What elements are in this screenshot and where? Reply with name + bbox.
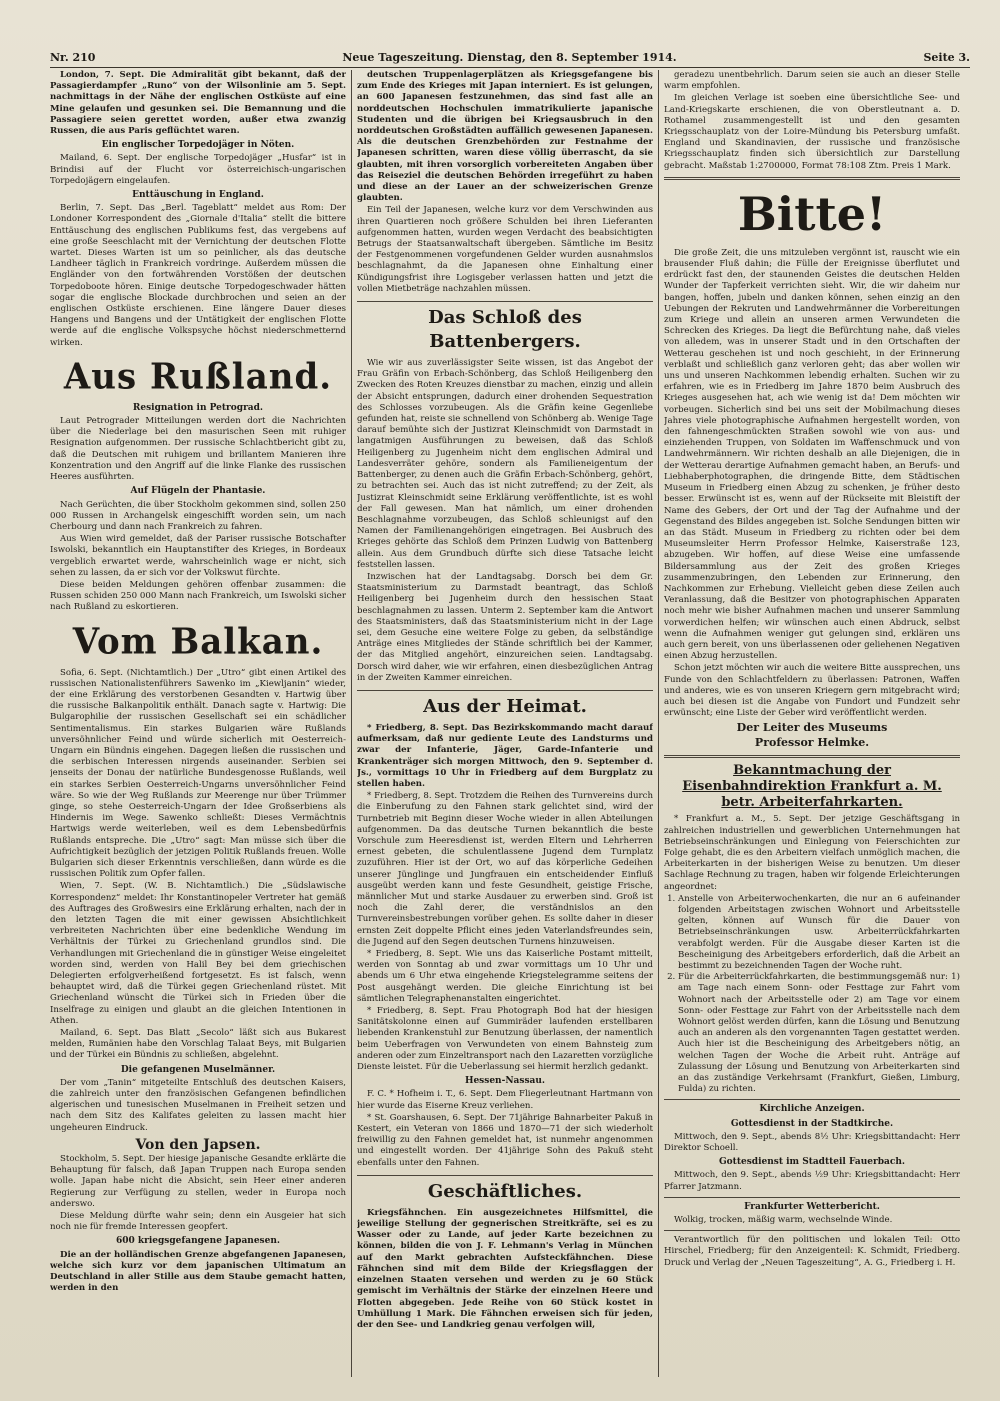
article-text: London, 7. Sept. Die Admiralität gibt bekannt, daß der Passagierdampfer „Runo“ von der Wilsonlinie am 5. Sept. nachmittags in der Nähe der englischen Ostküste auf eine Mine gelaufen und gesunken sei. Die Bemannung und die Passagiere seien gerettet worden, außer etwa zwanzig Russen, die aus Paris geflüchtet waren.: [50, 70, 346, 137]
article-text: * Friedberg, 8. Sept. Das Bezirkskommando macht darauf aufmerksam, daß nur gediente Leute des Landsturms und zwar der Infanterie, Jäger, Garde-Infanterie und Krankenträger sich morgen Mittwoch, den 9. September d. Js., vormittags 10 Uhr in Friedberg auf dem Burgplatz zu stellen haben.: [357, 722, 653, 789]
masthead-date: Neue Tageszeitung. Dienstag, den 8. September 1914.: [342, 51, 677, 64]
article-text: Die an der holländischen Grenze abgefangenen Japanesen, welche sich kurz vor dem japanischen Ultimatum an Deutschland in aller Stille aus dem Staube gemacht hatten, werden in den: [50, 1249, 346, 1294]
list: [664, 894, 960, 1096]
divider: [664, 1099, 960, 1100]
column-3: [664, 70, 960, 1377]
article-text: Wolkig, trocken, mäßig warm, wechselnde Winde.: [674, 1215, 893, 1226]
column-2: [357, 70, 653, 1377]
headline: Das Schloß des Battenbergers.: [357, 301, 653, 354]
running-head: [50, 44, 970, 68]
article-text: Ein Teil der Japanesen, welche kurz vor dem Verschwinden aus ihren Quartieren noch größere Schulden bei ihren Lieferanten aufgenommen hatten, wurden wegen Verdacht des beabsichtigten Betrugs der Staatsanwaltschaft übergeben. Sämtliche im Besitz der Festgenommenen vorgefundenen Gelder wurden ausnahmslos beschlagnahmt, da die Japanesen ohne Einhaltung einer Kündigungsfrist ihre Logisgeber verlassen hatten und jetzt die vollen Mietbeträge nachzahlen müssen.: [357, 205, 653, 294]
article-text: deutschen Truppenlagerplätzen als Kriegsgefangene bis zum Ende des Krieges mit Japan interniert. Es ist gelungen, an 600 Japanesen festzunehmen, das sind fast alle an norddeutschen Hochschulen immatrikulierte japanische Studenten und die übrigen bei Kriegsausbruch in den norddeutschen Großstädten auffällich gewesenen Japanesen. Als die deutschen Grenzbehörden zur Festnahme der Japanesen schritten, waren diese völlig überrascht, da sie glaubten, mit ihren vorsorglich vorbereiteten Angaben über das Reiseziel die deutschen Behörden irregeführt zu haben und diese an der Lauer an der schweizerischen Grenze glaubten.: [357, 70, 653, 204]
article-text: Stockholm, 5. Sept. Der hiesige japanische Gesandte erklärte die Behauptung für falsch, daß Japan Truppen nach Europa senden wolle. Japan habe nicht die Absicht, sein Heer einer anderen Regierung zur Verfügung zu stellen, weder in Europa noch anderswo.: [50, 1154, 346, 1209]
column-rule: [658, 70, 659, 1377]
article-text: Wie wir aus zuverlässigster Seite wissen, ist das Angebot der Frau Gräfin von Erbach-Schönberg, das Schloß Heiligenberg den Zwecken des Roten Kreuzes dienstbar zu machen, einzig und allein der Absicht entsprungen, dadurch einer drohenden Sequestration des Schlosses vorzubeugen. Als die Gräfin keine Gegenliebe gefunden hat, reiste sie schnellend von Schönberg ab. Wenige Tage darauf bemühte sich der Justizrat Kleinschmidt von Darmstadt in langatmigen Ausführungen zu beweisen, daß das Schloß Heiligenberg zu Jugenheim nicht dem englischen Admiral und Landesverräter gehöre, sondern als Familieneigentum der Battenberger, zu denen auch die Gräfin Erbach-Schönberg, gehört, zu betrachten sei. Auch das ist nicht zutreffend; zu der Zeit, als Justizrat Kleinschmidt seine Erklärung veröffentlichte, ist es wohl der Fall gewesen. Man hat nämlich, um einer drohenden Beschlagnahme vorzubeugen, das Schloß schleunigst auf den Namen der Familienangehörigen eingetragen. Bei Ausbruch des Krieges gehörte das Schloß dem Prinzen Ludwig von Battenberg allein. Aus dem Grundbuch dürfte sich diese Tatsache leicht feststellen lassen.: [357, 358, 653, 570]
headline: Vom Balkan.: [72, 620, 324, 663]
article-text: * Frankfurt a. M., 5. Sept. Der jetzige Geschäftsgang in zahlreichen industriellen und gewerblichen Unternehmungen hat Betriebseinschränkungen und Einlegung von Feierschichten zur Folge gehabt, die es den Arbeitern vielfach unmöglich machen, die Arbeiterkarten in der bisherigen Weise zu benutzen. Um dieser Sachlage Rechnung zu tragen, haben wir folgende Erleichterungen angeordnet:: [664, 814, 960, 892]
article-text: Schon jetzt möchten wir auch die weitere Bitte aussprechen, uns Funde von den Schlachtfeldern zu überlassen: Patronen, Waffen und anderes, wie es von unseren Kriegern gern mitgebracht wird; auch bei diesen ist die Angabe von Fundort und Fundzeit sehr erwünscht; eine Liste der Geber wird veröffentlicht werden.: [664, 663, 960, 719]
divider: [664, 1197, 960, 1198]
article-text: Im gleichen Verlage ist soeben eine übersichtliche See- und Land-Kriegskarte erschienen, die von Oberstleutnant a. D. Rothamel zusammengestellt ist und den gesamten Kriegsschauplatz von der Loire-Mündung bis Petersburg umfaßt. England und Skandinavien, der russische und französische Kriegsschauplatz finden sich übersichtlich zur Darstellung gebracht. Maßstab 1:2700000, Format 78:108 Ztm. Preis 1 Mark.: [664, 93, 960, 171]
page-number: Seite 3.: [923, 51, 970, 64]
subheading: Ein englischer Torpedojäger in Nöten.: [101, 140, 295, 151]
imprint: Verantwortlich für den politischen und lokalen Teil: Otto Hirschel, Friedberg; für den Anzeigenteil: K. Schmidt, Friedberg. Druck und Verlag der „Neuen Tageszeitung“, A. G., Friedberg i. H.: [664, 1235, 960, 1268]
article-text: * St. Goarshausen, 6. Sept. Der 71jährige Bahnarbeiter Pakuß in Kestert, ein Veteran von 1866 und 1870—71 der sich wiederholt freiwillig zu den Fahnen gemeldet hat, ist nunmehr angenommen und eingestellt worden. Der 41jährige Sohn des Pakuß steht ebenfalls unter den Fahnen.: [357, 1112, 653, 1168]
column-rule: [351, 70, 352, 1377]
article-text: Mittwoch, den 9. Sept., abends ½9 Uhr: Kriegsbittandacht: Herr Pfarrer Jatzmann.: [664, 1170, 960, 1192]
subheading: Hessen-Nassau.: [464, 1076, 546, 1087]
headline: Geschäftliches.: [357, 1175, 653, 1204]
article-text: Mailand, 6. Sept. Der englische Torpedojäger „Husfar“ ist in Brindisi auf der Flucht vor österreichisch-ungarischen Torpedojägern eingelaufen.: [50, 153, 346, 186]
headline: Aus der Heimat.: [357, 690, 653, 719]
signature-name: Professor Helmke.: [754, 736, 870, 750]
issue-number: Nr. 210: [50, 51, 96, 64]
article-text: * Friedberg, 8. Sept. Trotzdem die Reihen des Turnvereins durch die Einberufung zu den Fahnen stark gelichtet sind, wird der Turnbetrieb mit Beginn dieser Woche wieder in allen Abteilungen aufgenommen. Da das deutsche Turnen bekanntlich die beste Vorschule zum Heeresdienst ist, werden Eltern und Lehrherren ernest gebeten, die schulentlassene Jugend dem Turnplatz zuzuführen. Hier ist der Ort, wo auf das körperliche Gedeihen unserer Jünglinge und Jungfrauen ein entscheidender Einfluß ausgeübt werden kann und feste Gesundheit, geistige Frische, männlicher Mut und starke Ausdauer zu erwerben sind. Groß ist noch die Zahl derer, die verständnislos an den Turnvereinsbestrebungen vorüber gehen. Es sollte daher in dieser ernsten Zeit doppelte Pflicht eines jeden Vaterlandsfreundes sein, die Jugend auf den Segen deutschen Turnens hinzuweisen.: [357, 791, 653, 947]
article-text: Sofia, 6. Sept. (Nichtamtlich.) Der „Utro“ gibt einen Artikel des russischen Nationalistenführers Sawenko im „Kiewljanin“ wieder, der eine Erklärung des verstorbenen Gesandten v. Hartwig über die russische Balkanpolitik enthält. Danach sagte v. Hartwig: Die Bulgarophilie der russischen Gesellschaft sei ein schädlicher Sentimentalismus. Ein starkes Bulgarien wäre Rußlands unversöhnlicher Feind und würde sicherlich mit Oesterreich-Ungarn ein Bündnis eingehen. Dagegen ließen die russischen und die serbischen Interessen nirgends auseinander. Serbien sei jenseits der Donau der natürliche Bundesgenosse Rußlands, weil ein starkes Serbien Oesterreich-Ungarns unversöhnlicher Feind wäre. So wie der Weg Rußlands zur Meerenge nur über Trümmer ginge, so stehe Oesterreich-Ungarn der Idee Großserbiens als Hindernis im Wege. Sawenko schließt: Dieses Vermächtnis Hartwigs werde weiterleben, weil es dem Lebensbedürfnis Rußlands entspreche. Die „Utro“ sagt: Man müsse sich über die Aufrichtigkeit bezüglich der jetzigen Politik Rußlands freuen. Wolle Bulgarien sich dieser Erkenntnis verschließen, dann würde es die russischen Politik zum Opfer fallen.: [50, 667, 346, 880]
subheading: Kirchliche Anzeigen.: [759, 1104, 865, 1115]
article-text: Diese beiden Meldungen gehören offenbar zusammen: die Russen schiden 250 000 Mann nach Frankreich, um Iswolski sicher nach Rußland zu eskortieren.: [50, 579, 346, 613]
subheading: Enttäuschung in England.: [132, 190, 264, 201]
article-text: Wien, 7. Sept. (W. B. Nichtamtlich.) Die „Südslawische Korrespondenz“ meldet: Ihr Konstantinopeler Vertreter hat gemäß des Auftrages des Großwesirs eine Erklärung erhalten, nach der in den letzten Tagen die mit einer gewissen Absichtlichkeit verbreiteten Nachrichten über eine bedenkliche Wendung im Verhältnis der Türkei zu Griechenland grundlos sind. Die Verhandlungen mit Griechenland die in günstiger Weise eingeleitet worden sind, werden von Halil Bey bei dem griechischen Delegierten erfolgverheißend fortgesetzt. Es ist falsch, wenn behauptet wird, daß die Türkei gegen Griechenland rüstet. Mit Griechenland wünscht die Türkei sich in Frieden über die Inselfrage zu einigen und glaubt an die gleichen Intentionen in Athen.: [50, 881, 346, 1026]
headline: Bitte!: [737, 186, 887, 241]
article-text: geradezu unentbehrlich. Darum seien sie auch an dieser Stelle warm empfohlen.: [664, 70, 960, 92]
article-text: Diese Meldung dürfte wahr sein; denn ein Ausgeier hat sich noch nie für fremde Interessen geopfert.: [50, 1211, 346, 1233]
article-text: Laut Petrograder Mitteilungen werden dort die Nachrichten über die Niederlage bei den masurischen Seen mit ruhiger Resignation aufgenommen. Der russische Schlachtbericht gibt zu, daß die Deutschen mit ruhigem und brillantem Manieren ihre Konzentration und den Angriff auf die linke Flanke des russischen Heeres ausführten.: [50, 416, 346, 483]
article-text: Mittwoch, den 9. Sept., abends 8½ Uhr: Kriegsbittandacht: Herr Direktor Schoell.: [664, 1131, 960, 1154]
divider: [664, 755, 960, 758]
article-text: Nach Gerüchten, die über Stockholm gekommen sind, sollen 250 000 Russen in Archangelsk eingeschifft worden sein, um nach Cherbourg und dann nach Frankreich zu fahren.: [50, 499, 346, 532]
article-text: Inzwischen hat der Landtagsabg. Dorsch bei dem Gr. Staatsministerium zu Darmstadt beantragt, das Schloß Heiligenberg bei Jugenheim durch den hessischen Staat beschlagnahmen zu lassen. Unterm 2. September kam die Antwort des Staatsministers, daß das Staatsministerium nicht in der Lage sei, dem Gesuche eine weitere Folge zu geben, da selbständige Anträge eines Mitgliedes der Stände schriftlich bei der Kammer, der das Mitglied angehört, einzureichen seien. Landtagsabg. Dorsch wird daher, wie wir erfahren, einen diesbezüglichen Antrag in der Zweiten Kammer einreichen.: [357, 571, 653, 683]
column-1: [50, 70, 346, 1377]
subheading: Die gefangenen Muselmänner.: [120, 1064, 276, 1075]
subheading: Resignation in Petrograd.: [132, 402, 264, 413]
subheading: Gottesdienst im Stadtteil Fauerbach.: [718, 1157, 906, 1168]
article-text: Die große Zeit, die uns mitzuleben vergönnt ist, rauscht wie ein brausender Fluß dahin; die Fülle der Ereignisse überflutet und erdrückt fast den, der staunenden Geistes die deutschen Helden Wunder der Tapferkeit verrichten sieht. Wir, die wir daheim nur bangen, hoffen, jubeln und danken können, sehen einzig an den Uebungen der Rekruten und Landwehrmänner die Vorbereitungen zum Kriege und allein an unseren armen Verwundeten die Schrecken des Krieges. Da liegt die Befürchtung nahe, daß vieles von alledem, was in unserer Stadt und in den Ortschaften der Wetterau geschehen ist und noch geschieht, in der Erinnerung verblaßt und schließlich ganz verloren geht; das aber wollen wir uns und unseren Nachkommen lebendig erhalten. Suchen wir zu erfahren, wie es in Friedberg im Jahre 1870 beim Ausbruch des Krieges ausgesehen hat, ach wie wenig ist da! Dem möchten wir vorbeugen. Sicherlich sind bei uns seit der Mobilmachung dieses Jahres viele photographische Aufnahmen hergestellt worden, von den fahnengeschmückten Straßen sowohl wie von aus- und einziehenden Truppen, von Soldaten im Waffenschmuck und von Landwehrmännern. Wir richten deshalb an alle Diejenigen, die in der Wetterau derartige Aufnahmen gemacht haben, an Berufs- und Liebhaberphotographen, die dringende Bitte, dem Städtischen Museum in Friedberg einen Abzug zu schenken, je früher desto besser. Erwünscht ist es, wenn auf der Rückseite mit Bleistift der Name des Gebers, der Ort und der Tag der Aufnahme und der Gegenstand des Bildes angegeben ist. Solche Sendungen bitten wir an das Städt. Museum in Friedberg zu richten oder bei dem Museumsleiter Herrn Professor Helmke, Kaiserstraße 123, abzugeben. Wir hoffen, auf diese Weise eine umfassende Bildersammlung aus der Zeit des großen Krieges zusammenzubringen, den Lebenden zur Erinnerung, den Nachkommen zur Erhebung. Vielleicht geben diese Zeilen auch Veranlassung, daß die Besitzer von photographischen Apparaten noch mehr wie bisher Aufnahmen machen und unserer Sammlung vorwerdichen helfen; wir wünschen auch einen Abdruck, selbst wenn die Aufnahmen weniger gut gelungen sind, erklären uns auch gern bereit, von uns überlassenen oder geliehenen Negativen einen Abzug herzustellen.: [664, 247, 960, 662]
divider: [664, 1230, 960, 1231]
signature-line: Der Leiter des Museums: [736, 721, 888, 735]
columns: [50, 70, 970, 1377]
article-text: Aus Wien wird gemeldet, daß der Pariser russische Botschafter Iswolski, bekanntlich ein Hauptanstifter des Krieges, in Bordeaux vergeblich erwartet werde, wahrscheinlich wage er nicht, sich sehen zu lassen, da er sich vor der Volkswut fürchte.: [50, 534, 346, 578]
divider: [664, 177, 960, 180]
list-item: 2. Für die Arbeiterrückfahrkarten, die bestimmungsgemäß nur: 1) am Tage nach einem Sonn- oder Festtage zur Fahrt vom Wohnort nach der Arbeitsstelle oder 2) am Tage vor einem Sonn- oder Festtage zur Fahrt von der Arbeitsstelle nach dem Wohnort gelöst werden dürfen, kann die Lösung und Benutzung auch an anderen als den vorgenannten Tagen gestattet werden. Auch hier ist die Bescheinigung des Arbeitgebers nötig, an welchen Tagen der Woche die Arbeit ruht. Anträge auf Zulassung der Lösung und Benutzung von Arbeiterkarten sind an das zuständige Verkehrsamt (Frankfurt, Gießen, Limburg, Fulda) zu richten.: [678, 972, 960, 1095]
article-text: * Friedberg, 8. Sept. Wie uns das Kaiserliche Postamt mitteilt, werden von Sonntag ab und zwar vormittags um 10 Uhr und abends um 6 Uhr etwa eingehende Kriegstelegramme seitens der Post ausgehängt werden. Die gleiche Einrichtung ist bei sämtlichen Telegraphenanstalten eingerichtet.: [357, 949, 653, 1004]
subheading: 600 kriegsgefangene Japanesen.: [115, 1236, 281, 1247]
headline: Bekanntmachung der Eisenbahndirektion Frankfurt a. M. betr. Arbeiterfahrkarten.: [682, 763, 942, 811]
article-text: Der vom „Tanin“ mitgeteilte Entschluß des deutschen Kaisers, die zahlreich unter den französischen Gefangenen befindlichen algerischen und tunesischen Muselmanen in Freiheit setzen und nach dem Sitz des Kalifates geleiten zu lassen macht hier ungeheuren Eindruck.: [50, 1077, 346, 1133]
headline: Von den Japsen.: [135, 1136, 261, 1153]
headline: Aus Rußland.: [63, 355, 333, 398]
subheading: Gottesdienst in der Stadtkirche.: [730, 1118, 894, 1129]
article-text: Kriegsfähnchen. Ein ausgezeichnetes Hilfsmittel, die jeweilige Stellung der gegnerischen Streitkräfte, sei es zu Wasser oder zu Lande, auf jeder Karte bezeichnen zu können, bilden die von J. F. Lehmann's Verlag in München auf den Markt gebrachten Aufsteckfähnchen. Diese Fähnchen sind mit dem Bilde der Kriegsflaggen der einzelnen Staaten versehen und werden zu je 60 Stück gemischt im Verhältnis der Stärke der einzelnen Heere und Flotten abgegeben. Jede Reihe von 60 Stück kostet in Umhüllung 1 Mark. Die Fähnchen erweisen sich für jeden, der den See- und Landkrieg genau verfolgen will,: [357, 1207, 653, 1330]
article-text: * Friedberg, 8. Sept. Frau Photograph Bod hat der hiesigen Sanitätskolonne einen auf Gummiräder laufenden erstellbaren liebenden Krankenstuhl zur Benutzung überlassen, der namentlich beim Ueberfragen von Verwundeten von einem Bahnsteig zum anderen oder zum Einzeltransport nach den Lazaretten vorzügliche Dienste leistet. Für die Ueberlassung sei hiermit herzlich gedankt.: [357, 1006, 653, 1073]
subheading: Frankfurter Wetterbericht.: [744, 1201, 880, 1212]
subheading: Auf Flügeln der Phantasie.: [130, 486, 266, 497]
article-text: Berlin, 7. Sept. Das „Berl. Tageblatt“ meldet aus Rom: Der Londoner Korrespondent des „Giornale d'Italia“ stellt die bittere Enttäuschung des englischen Publikums fest, das vergebens auf eine große Seeschlacht mit der Vernichtung der deutschen Flotte wartet. Dieses Warten ist um so peinlicher, als das deutsche Landheer täglich in Frankreich vordringe. Außerdem müssen die Engländer von den fortwährenden Vorstößen der deutschen Torpedoboote hören. Einige deutsche Torpedogeschwader hätten sogar die englische Blockade durchbrochen und seien an der englischen Ostküste erschienen. Eine längere Dauer dieses Hangens und Bangens und der Untätigkeit der englischen Flotte werde auf die englische Volkspsyche höchst niederschmetternd wirken.: [50, 203, 346, 348]
article-text: F. C. * Hofheim i. T., 6. Sept. Dem Fliegerleutnant Hartmann von hier wurde das Eiserne Kreuz verliehen.: [357, 1089, 653, 1111]
list-item: 1. Anstelle von Arbeiterwochenkarten, die nur an 6 aufeinander folgenden Arbeitstagen zwischen Wohnort und Arbeitsstelle gelten, können auf Wunsch für die Dauer von Betriebseinschränkungen usw. Arbeiterrückfahrkarten verabfolgt werden. Für die Ausgabe dieser Karten ist die Bescheinigung des Arbeitgebers erforderlich, daß die Arbeit an bestimmt zu bezeichnenden Tagen der Woche ruht.: [678, 894, 960, 972]
article-text: Mailand, 6. Sept. Das Blatt „Secolo“ läßt sich aus Bukarest melden, Rumänien habe den Vorschlag Talaat Beys, mit Bulgarien und der Türkei ein Bündnis zu schließen, abgelehnt.: [50, 1028, 346, 1061]
